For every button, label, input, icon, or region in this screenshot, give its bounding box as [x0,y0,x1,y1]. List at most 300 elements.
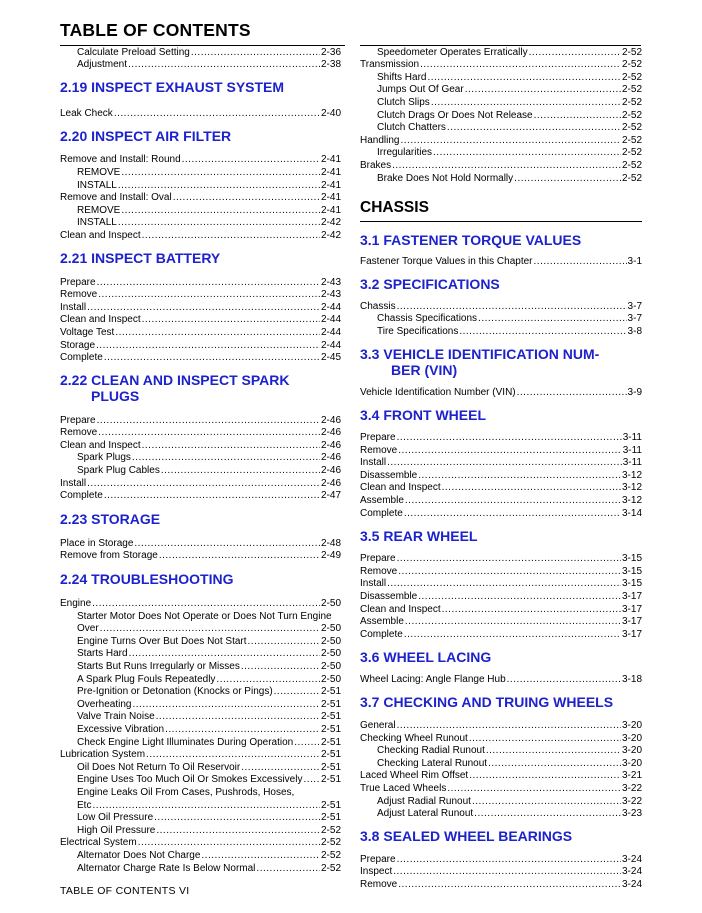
toc-entry[interactable] [60,673,341,686]
toc-entry-label: Prepare [360,432,396,444]
dot-leader [256,863,320,875]
toc-entry-label: Starter Motor Does Not Operate or Does Not Turn Engine [77,610,332,622]
toc-entry-label: Low Oil Pressure [77,812,154,824]
toc-entry[interactable] [60,204,341,217]
toc-entry-label: Install [360,457,387,469]
section-heading[interactable] [60,372,341,404]
toc-entry-label: Remove [360,565,398,577]
dot-leader [87,478,320,490]
toc-entry-page: 3-9 [627,386,642,398]
toc-entry-label: Pre-Ignition or Detonation (Knocks or Pings) [77,686,273,698]
toc-entry-page: 3-22 [621,795,642,807]
dot-leader [405,495,621,507]
toc-entry-page: 3-8 [627,325,642,337]
toc-entry[interactable] [360,325,642,338]
toc-entry[interactable] [60,736,341,749]
toc-entry-label: Chassis Specifications [377,313,478,325]
toc-entry-label: Jumps Out Of Gear [377,84,464,96]
toc-entry-page: 3-21 [621,770,642,782]
toc-entry[interactable] [60,477,341,490]
dot-leader [404,629,621,641]
dot-leader [387,457,622,469]
toc-entry[interactable] [60,635,341,648]
toc-entry[interactable] [60,427,341,440]
toc-entry[interactable] [60,326,341,339]
dot-leader [534,256,627,268]
toc-entry-label: Clean and Inspect [60,229,141,241]
toc-entry-label: Spark Plugs [77,452,131,464]
toc-entry[interactable] [360,795,642,808]
toc-entry[interactable] [360,46,642,59]
toc-entry[interactable] [60,799,341,812]
toc-entry-label: Disassemble [360,591,418,603]
toc-entry-label: Engine Leaks Oil From Cases, Pushrods, Hoses, [77,786,295,798]
toc-entry[interactable] [60,686,341,699]
toc-entry[interactable] [60,46,341,59]
dot-leader [465,84,621,96]
toc-entry[interactable] [60,824,341,837]
toc-entry[interactable] [360,300,642,313]
dot-leader [97,415,320,427]
dot-leader [156,825,320,837]
toc-entry[interactable] [60,749,341,762]
toc-entry-page: 3-7 [627,300,642,312]
toc-entry[interactable] [60,439,341,452]
toc-entry-page: 2-46 [320,477,341,489]
toc-entry-label: Install [60,477,87,489]
section-heading[interactable] [360,528,642,544]
toc-entry-label: Adjust Radial Runout [377,795,471,807]
toc-entry[interactable] [60,464,341,477]
toc-entry-page: 2-40 [320,107,341,119]
dot-leader [472,796,621,808]
toc-entry-label: Alternator Charge Rate Is Below Normal [77,862,256,874]
dot-leader [118,217,320,229]
toc-entry[interactable] [360,134,642,147]
dot-leader [121,167,320,179]
toc-entry[interactable] [60,660,341,673]
section-heading[interactable] [360,828,642,844]
toc-entry-page: 2-51 [320,736,341,748]
toc-entry[interactable] [360,84,642,97]
toc-entry-label: Overheating [77,698,132,710]
toc-entry-page: 3-22 [621,782,642,794]
toc-entry-page: 3-24 [621,853,642,865]
toc-entry-page: 2-52 [621,147,642,159]
toc-entry[interactable] [60,229,341,242]
dot-leader [132,699,320,711]
toc-entry-page: 2-51 [320,812,341,824]
toc-entry-page: 2-52 [621,96,642,108]
dot-leader [442,604,621,616]
toc-entry-page: 2-52 [320,862,341,874]
toc-entry-page: 2-51 [320,711,341,723]
toc-entry-label: REMOVE [77,166,121,178]
toc-entry[interactable] [360,386,642,399]
dot-leader [486,745,621,757]
toc-entry[interactable] [60,837,341,850]
dot-leader [400,135,621,147]
toc-entry-page: 2-47 [320,490,341,502]
toc-entry-label: Complete [60,352,103,364]
toc-entry-label: Complete [360,507,403,519]
toc-entry[interactable] [60,537,341,550]
dot-leader [115,327,320,339]
dot-leader [404,508,621,520]
dot-leader [92,598,320,610]
toc-entry[interactable] [60,597,341,610]
toc-entry-label: Storage [60,339,96,351]
toc-entry[interactable] [360,469,642,482]
dot-leader [216,674,320,686]
section-title: 3.6 WHEEL LACING [360,648,492,665]
toc-entry-page: 2-41 [320,154,341,166]
section-title: 2.20 INSPECT AIR FILTER [60,127,232,144]
toc-entry[interactable] [60,490,341,503]
toc-entry-page: 2-42 [320,217,341,229]
toc-entry-page: 2-51 [320,686,341,698]
toc-entry[interactable] [360,616,642,629]
toc-entry[interactable] [60,314,341,327]
toc-entry-label: Fastener Torque Values in this Chapter [360,256,533,268]
toc-entry-label: Clutch Drags Or Does Not Release [377,109,533,121]
toc-entry[interactable] [360,732,642,745]
toc-entry-page: 3-17 [621,616,642,628]
toc-entry[interactable] [360,96,642,109]
dot-leader [161,465,320,477]
toc-entry[interactable] [60,154,341,167]
dot-leader [431,97,621,109]
dot-leader [248,636,320,648]
toc-entry[interactable] [360,432,642,445]
toc-entry-page: 2-41 [320,179,341,191]
toc-entry-label: Adjustment [77,59,128,71]
section-heading[interactable] [60,128,341,144]
section-heading[interactable] [60,250,341,266]
dot-leader [97,277,320,289]
toc-entry-label: Electrical System [60,837,137,849]
toc-entry-label: Prepare [60,276,96,288]
toc-entry-label: Laced Wheel Rim Offset [360,770,469,782]
toc-entry-page: 2-51 [320,799,341,811]
toc-entry[interactable] [360,565,642,578]
toc-entry[interactable] [60,812,341,825]
toc-entry[interactable] [360,628,642,641]
section-heading[interactable] [360,232,642,248]
toc-entry-page: 2-52 [621,172,642,184]
dot-leader [146,749,320,761]
dot-leader [104,352,320,364]
toc-entry[interactable] [360,59,642,72]
dot-leader [427,72,621,84]
toc-entry-page: 3-17 [621,591,642,603]
toc-entry-page: 2-50 [320,673,341,685]
toc-entry-label: Voltage Test [60,326,115,338]
section-title: 3.2 SPECIFICATIONS [360,276,500,293]
toc-entry-label: Checking Lateral Runout [377,757,488,769]
toc-entry-page: 2-42 [320,229,341,241]
toc-entry-label: Lubrication System [60,749,146,761]
toc-entry[interactable] [60,414,341,427]
toc-entry[interactable] [60,217,341,230]
toc-entry[interactable] [360,757,642,770]
toc-entry-label: Spark Plug Cables [77,465,160,477]
section-heading[interactable] [60,511,341,527]
toc-entry[interactable] [360,770,642,783]
toc-entry-label: High Oil Pressure [77,824,156,836]
toc-entry-label: Engine Turns Over But Does Not Start [77,635,247,647]
toc-entry-label: Oil Does Not Return To Oil Reservoir [77,761,241,773]
toc-entry[interactable] [60,192,341,205]
toc-entry[interactable] [360,853,642,866]
toc-entry-page: 3-23 [621,808,642,820]
toc-entry[interactable] [360,313,642,326]
toc-entry[interactable] [360,494,642,507]
toc-entry-page: 2-52 [621,159,642,171]
section-title: 2.24 TROUBLESHOOTING [60,571,234,588]
toc-entry-label: Place in Storage [60,537,134,549]
toc-entry-label: True Laced Wheels [360,782,447,794]
toc-entry[interactable] [360,603,642,616]
toc-entry-label: Handling [360,134,400,146]
toc-entry[interactable] [360,878,642,891]
toc-entry-label: Install [60,301,87,313]
dot-leader [274,686,320,698]
toc-entry-label: Remove and Install: Oval [60,192,172,204]
toc-entry-page: 2-49 [320,550,341,562]
toc-entry[interactable] [60,786,341,799]
toc-entry[interactable] [60,761,341,774]
dot-leader [534,110,621,122]
toc-entry[interactable] [60,59,341,72]
dot-leader [132,452,320,464]
toc-entry-page: 3-24 [621,878,642,890]
toc-entry[interactable] [60,698,341,711]
dot-leader [134,538,320,550]
dot-leader [154,812,320,824]
toc-entry[interactable] [360,590,642,603]
toc-entry[interactable] [60,723,341,736]
toc-entry-label: Inspect [360,866,393,878]
toc-entry-page: 2-46 [320,452,341,464]
toc-entry[interactable] [60,648,341,661]
toc-entry-label: Clean and Inspect [360,603,441,615]
toc-entry-page: 3-12 [621,469,642,481]
toc-entry[interactable] [60,849,341,862]
toc-entry-label: Remove [60,289,98,301]
dot-leader [433,147,621,159]
toc-entry-label: Prepare [360,853,396,865]
toc-entry-page: 2-51 [320,723,341,735]
toc-entry-label: Complete [60,490,103,502]
toc-entry-label: Brake Does Not Hold Normally [377,172,514,184]
toc-entry[interactable] [60,610,341,623]
toc-entry[interactable] [60,289,341,302]
toc-entry-page: 2-46 [320,439,341,451]
toc-entry-label: Adjust Lateral Runout [377,808,474,820]
toc-entry-page: 3-15 [621,578,642,590]
toc-entry-label: Tire Specifications [377,325,459,337]
section-title: 3.7 CHECKING AND TRUING WHEELS [360,694,614,711]
toc-entry-label: Remove [360,878,398,890]
toc-entry-label: Clean and Inspect [360,482,441,494]
dot-leader [96,340,320,352]
toc-entry-label: Disassemble [360,469,418,481]
dot-leader [474,808,621,820]
toc-entry-page: 2-43 [320,276,341,288]
toc-entry-page: 3-18 [621,674,642,686]
toc-entry[interactable] [360,457,642,470]
toc-entry-label: Prepare [360,553,396,565]
toc-entry-page: 2-41 [320,204,341,216]
toc-entry-page: 3-14 [621,507,642,519]
toc-entry[interactable] [60,711,341,724]
toc-entry-page: 2-51 [320,698,341,710]
toc-entry-label: Clutch Chatters [377,122,446,134]
dot-leader [469,733,621,745]
toc-entry[interactable] [360,482,642,495]
toc-entry[interactable] [60,301,341,314]
toc-entry-label: Chassis [360,300,396,312]
toc-entry-page: 3-12 [621,495,642,507]
dot-leader [398,445,621,457]
section-title: 2.19 INSPECT EXHAUST SYSTEM [60,79,285,96]
toc-entry-page: 2-52 [320,837,341,849]
toc-entry[interactable] [360,159,642,172]
dot-leader [397,854,621,866]
dot-leader [142,440,320,452]
toc-entry[interactable] [360,719,642,732]
toc-entry-page: 2-52 [320,849,341,861]
toc-entry[interactable] [60,550,341,563]
dot-leader [418,470,621,482]
toc-entry-page: 3-24 [621,866,642,878]
toc-entry[interactable] [60,452,341,465]
section-heading[interactable] [360,276,642,292]
section-heading[interactable] [60,79,341,95]
toc-entry-label: Clean and Inspect [60,314,141,326]
toc-entry-page: 3-20 [621,720,642,731]
toc-entry-page: 2-52 [621,71,642,83]
toc-entry-label: Engine [60,598,92,610]
toc-entry[interactable] [360,674,642,687]
toc-entry[interactable] [60,352,341,365]
toc-entry-label: REMOVE [77,204,121,216]
toc-entry[interactable] [360,147,642,160]
dot-leader [514,173,621,185]
toc-entry-label: Checking Radial Runout [377,745,485,757]
toc-entry[interactable] [60,339,341,352]
dot-leader [478,313,627,325]
toc-entry-page: 2-50 [320,648,341,660]
section-heading[interactable] [360,407,642,423]
toc-entry[interactable] [60,107,341,120]
toc-entry-label: Shifts Hard [377,71,427,83]
toc-entry-page: 2-52 [621,59,642,71]
dot-leader [387,578,621,590]
toc-entry[interactable] [360,866,642,879]
toc-entry[interactable] [360,71,642,84]
section-heading[interactable] [360,346,642,378]
toc-entry[interactable] [360,782,642,795]
toc-entry[interactable] [360,109,642,122]
toc-entry-label: Starts But Runs Irregularly or Misses [77,661,240,672]
toc-entry[interactable] [360,578,642,591]
dot-leader [418,591,621,603]
toc-entry-page: 2-51 [320,749,341,761]
toc-entry[interactable] [60,166,341,179]
dot-leader [182,154,320,166]
dot-leader [507,674,621,686]
toc-entry[interactable] [360,553,642,566]
section-heading[interactable] [360,694,642,710]
dot-leader [459,326,626,338]
dot-leader [156,711,320,723]
toc-entry[interactable] [360,256,642,269]
toc-entry[interactable] [60,179,341,192]
toc-entry[interactable] [360,808,642,821]
toc-entry-label: Install [360,578,387,590]
page-footer: TABLE OF CONTENTS VI [60,885,190,897]
section-heading[interactable] [60,571,341,587]
section-title: 2.23 STORAGE [60,511,161,528]
toc-entry-page: 2-48 [320,537,341,549]
toc-entry[interactable] [360,122,642,135]
toc-entry-page: 2-52 [320,824,341,836]
toc-entry[interactable] [360,444,642,457]
dot-leader [104,490,320,502]
toc-entry-label: Irregularities [377,147,433,159]
toc-entry-page: 2-44 [320,301,341,313]
dot-leader [92,800,320,812]
dot-leader [100,623,320,635]
toc-entry-label: Remove and Install: Round [60,154,181,166]
toc-entry[interactable] [360,745,642,758]
dot-leader [469,770,621,782]
toc-entry[interactable] [60,862,341,875]
toc-entry-page: 2-41 [320,192,341,204]
toc-entry-label: Etc [77,799,92,811]
toc-entry[interactable] [60,276,341,289]
dot-leader [98,427,320,439]
section-title: 3.5 REAR WHEEL [360,527,478,544]
toc-entry-label: Speedometer Operates Erratically [377,46,528,58]
toc-entry-page: 3-15 [621,553,642,565]
toc-entry-label: Complete [360,628,403,640]
toc-entry-label: Remove from Storage [60,550,158,562]
toc-entry[interactable] [360,172,642,185]
dot-leader [488,758,621,770]
toc-column-right [360,46,642,891]
toc-entry-page: 3-20 [621,745,642,757]
dot-leader [191,47,320,59]
section-heading[interactable] [360,649,642,665]
toc-entry-label: Excessive Vibration [77,723,165,735]
dot-leader [129,648,320,660]
toc-entry-page: 2-46 [320,465,341,477]
section-title: 3.1 FASTENER TORQUE VALUES [360,231,582,248]
dot-leader [405,616,621,628]
dot-leader [241,762,320,774]
toc-entry-page: 2-38 [320,59,341,71]
toc-entry[interactable] [60,774,341,787]
toc-entry-label: Assemble [360,495,404,507]
toc-entry-label: Check Engine Light Illuminates During Operation [77,736,294,748]
toc-entry[interactable] [360,507,642,520]
toc-entry[interactable] [60,623,341,636]
toc-entry-page: 3-20 [621,757,642,769]
dot-leader [392,160,621,172]
